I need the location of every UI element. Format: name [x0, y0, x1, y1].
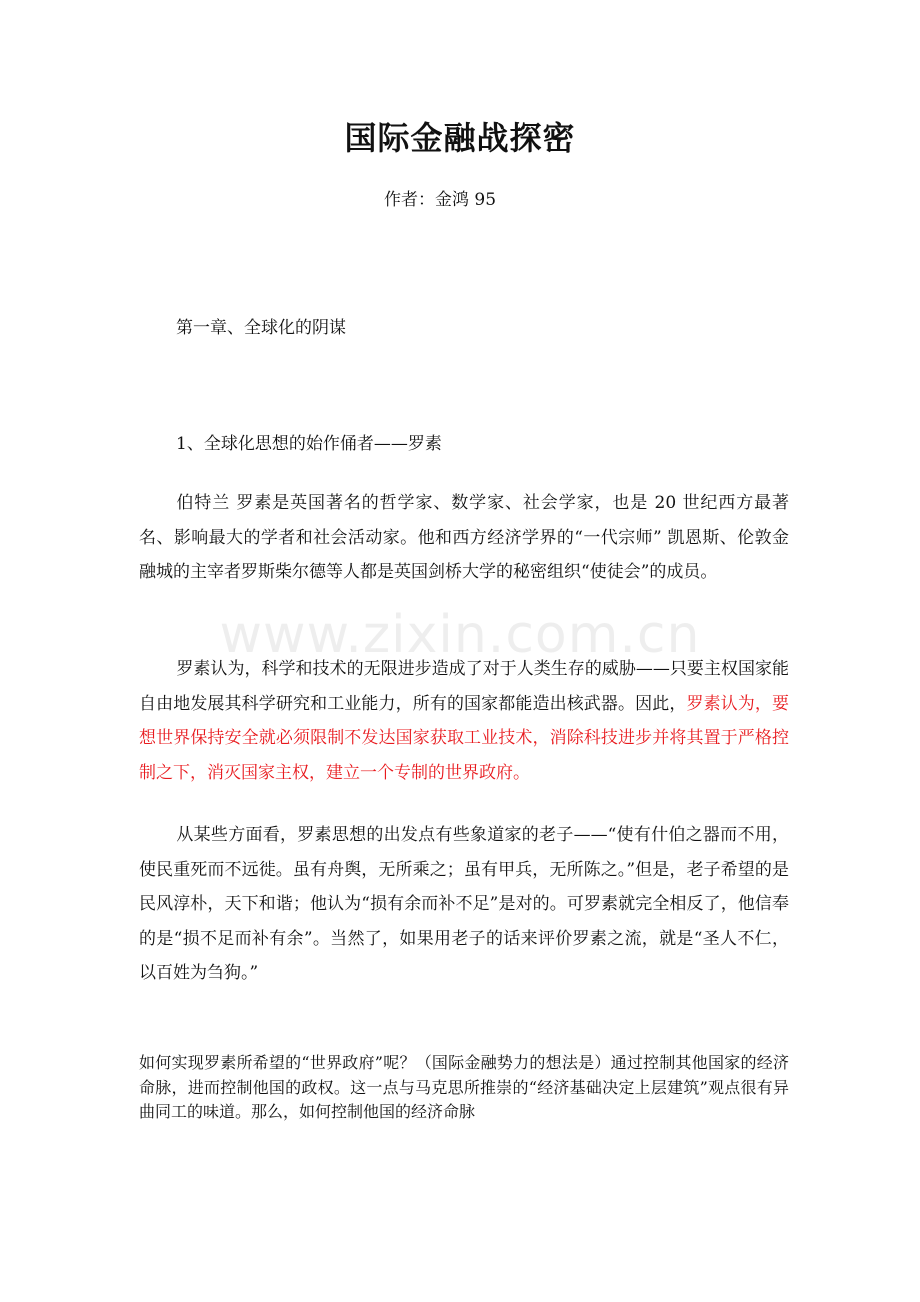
- chapter-heading: 第一章、全球化的阴谋: [176, 318, 346, 338]
- document-title: 国际金融战探密: [344, 119, 576, 157]
- paragraph-3: 从某些方面看，罗素思想的出发点有些象道家的老子——“使有什伯之器而不用，使民重死而不远徙。虽有舟舆，无所乘之；虽有甲兵，无所陈之。”但是，老子希望的是民风淳朴，天下和谐；他认为“损有余而补不足”是对的。可罗素就完全相反了，他信奉的是“损不足而补有余”。当然了，如果用老子的话来评价罗素之流，就是“圣人不仁，以百姓为刍狗。”: [139, 825, 789, 983]
- paragraph-4: 如何实现罗素所希望的“世界政府”呢？（国际金融势力的想法是）通过控制其他国家的经济命脉，进而控制他国的政权。这一点与马克思所推崇的“经济基础决定上层建筑”观点很有异曲同工的味道。那么，如何控制他国的经济命脉: [139, 1053, 789, 1121]
- watermark: www.zixin.com.cn: [219, 605, 701, 665]
- section-heading: 1、全球化思想的始作俑者——罗素: [176, 434, 442, 454]
- paragraph-2-normal-text: 罗素认为，科学和技术的无限进步造成了对于人类生存的威胁——只要主权国家能自由地发展其科学研究和工业能力，所有的国家都能造出核武器。因此，: [139, 659, 789, 714]
- paragraph-2-highlight-text: 罗素认为，要想世界保持安全就必须限制不发达国家获取工业技术，消除科技进步并将其置于严格控制之下，消灭国家主权，建立一个专制的世界政府。: [139, 693, 790, 783]
- author-line: 作者：金鸿 95: [383, 190, 497, 210]
- paragraph-2: [139, 652, 789, 790]
- paragraph-1: 伯特兰 罗素是英国著名的哲学家、数学家、社会学家，也是 20 世纪西方最著名、影响最大的学者和社会活动家。他和西方经济学界的“一代宗师” 凯恩斯、伦敦金融城的主宰者罗斯柴尔德等人都是英国剑桥大学的秘密组织“使徒会”的成员。: [139, 493, 789, 582]
